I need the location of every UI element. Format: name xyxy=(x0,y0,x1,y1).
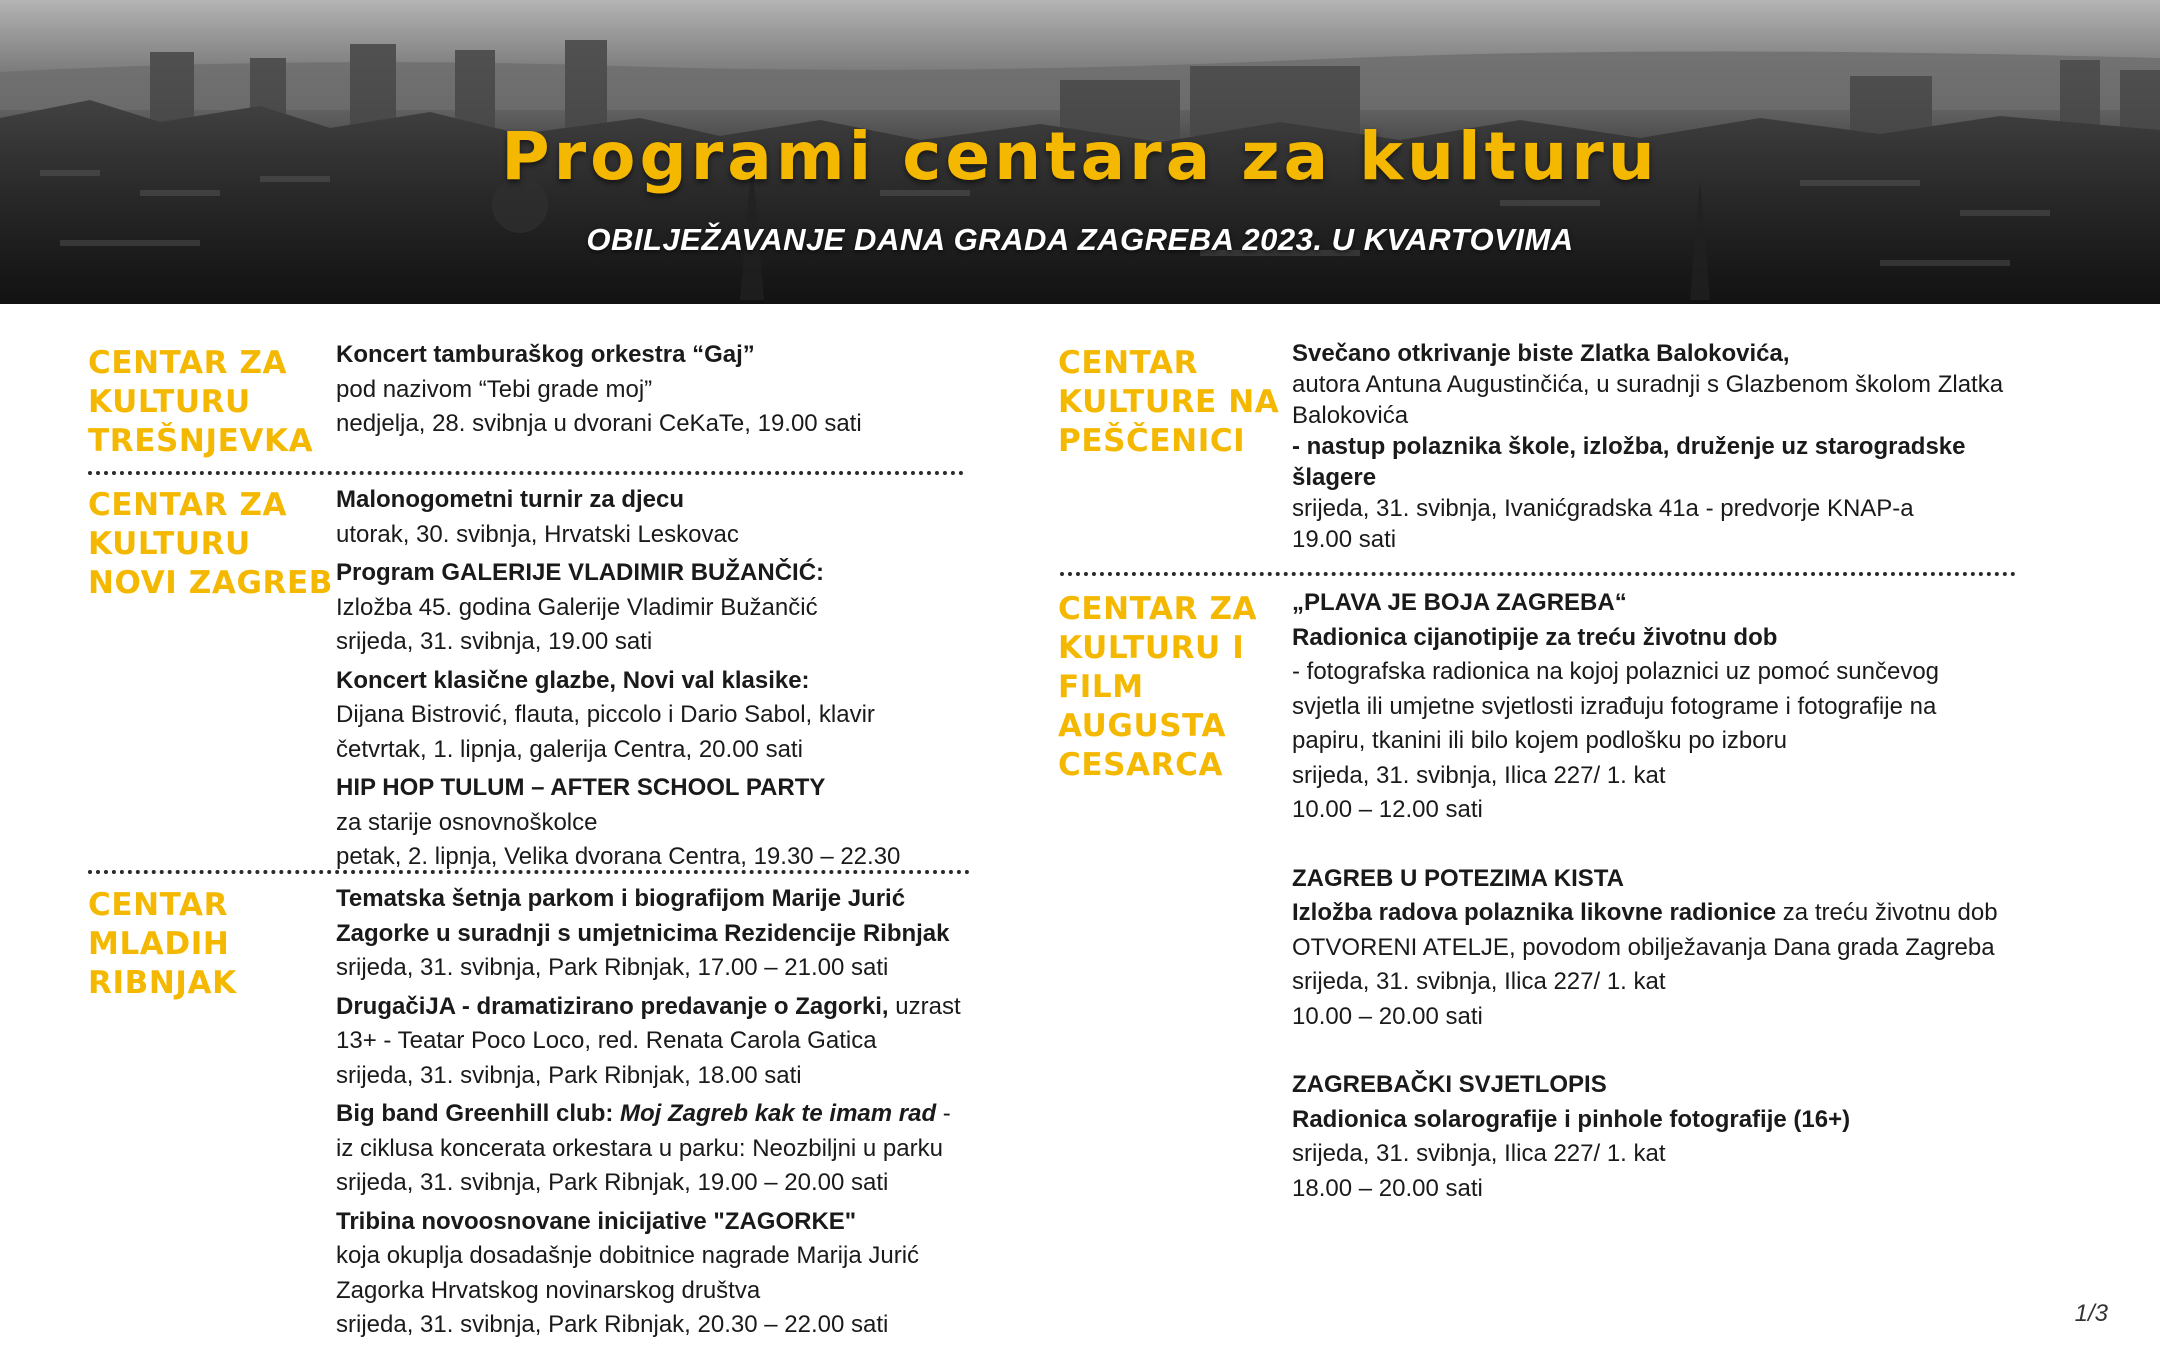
event-detail: 19.00 sati xyxy=(1292,526,1397,553)
event-detail: 18.00 – 20.00 sati xyxy=(1292,1174,1483,1202)
event-detail: srijeda, 31. svibnja, Park Ribnjak, 20.30 – 22.00 sati xyxy=(336,1311,889,1338)
event-detail: srijeda, 31. svibnja, 19.00 sati xyxy=(336,628,653,655)
event-detail: pod nazivom “Tebi grade moj” xyxy=(336,375,653,403)
event-detail: srijeda, 31. svibnja, Park Ribnjak, 17.00 – 21.00 sati xyxy=(336,954,889,981)
event-title-tail: uzrast xyxy=(888,992,961,1020)
events-pescenica xyxy=(1292,338,2112,555)
event-item xyxy=(336,990,1016,1094)
event-detail: nedjelja, 28. svibnja u dvorani CeKaTe, 19.00 sati xyxy=(336,410,862,437)
event-title: ZAGREB U POTEZIMA KISTA xyxy=(1292,864,1624,892)
event-detail: srijeda, 31. svibnja, Ilica 227/ 1. kat xyxy=(1292,1140,1666,1167)
event-title: HIP HOP TULUM – AFTER SCHOOL PARTY xyxy=(336,774,826,801)
event-highlight: šlagere xyxy=(1292,464,1377,491)
event-title: Koncert klasične glazbe, Novi val klasike: xyxy=(336,666,810,694)
event-detail: svjetla ili umjetne svjetlosti izrađuju fotograme i fotografije na xyxy=(1292,692,1937,720)
event-title: Zagorke u suradnji s umjetnicima Rezidencije Ribnjak xyxy=(336,919,950,947)
event-title: Svečano otkrivanje biste Zlatka Balokovića, xyxy=(1292,340,1790,367)
events-augusta-cesarca xyxy=(1292,586,2112,1206)
event-title: DrugačiJA - dramatizirano predavanje o Zagorki, xyxy=(336,992,889,1020)
event-title: Tematska šetnja parkom i biografijom Marije Jurić xyxy=(336,885,906,912)
event-subtitle: Izložba radova polaznika likovne radionice xyxy=(1292,899,1777,926)
event-detail: 10.00 – 12.00 sati xyxy=(1292,796,1483,823)
events-novi-zagreb xyxy=(336,483,976,875)
event-title: Radionica solarografije i pinhole fotografije (16+) xyxy=(1292,1105,1851,1133)
center-label-augusta-cesarca: CENTAR ZA KULTURU I FILM AUGUSTA CESARCA xyxy=(1058,591,1258,783)
event-detail: za starije osnovnoškolce xyxy=(336,808,598,836)
event-item xyxy=(336,882,1016,986)
event-detail: srijeda, 31. svibnja, Ivanićgradska 41a - predvorje KNAP-a xyxy=(1292,495,1914,522)
event-detail: - fotografska radionica na kojoj polaznici uz pomoć sunčevog xyxy=(1292,658,1940,685)
event-highlight: - nastup polaznika škole, izložba, druženje uz starogradske xyxy=(1292,433,1966,460)
event-title: Program GALERIJE VLADIMIR BUŽANČIĆ: xyxy=(336,559,825,586)
event-item xyxy=(1292,586,2112,828)
center-label-ribnjak: CENTAR MLADIH RIBNJAK xyxy=(88,887,237,1001)
event-detail: četvrtak, 1. lipnja, galerija Centra, 20.00 sati xyxy=(336,735,803,763)
event-item xyxy=(1292,338,2112,555)
event-title: Malonogometni turnir za djecu xyxy=(336,486,685,513)
event-detail: koja okuplja dosadašnje dobitnice nagrade Marija Jurić xyxy=(336,1242,920,1269)
center-label-tresnjevka: CENTAR ZA KULTURU TREŠNJEVKA xyxy=(88,345,314,459)
event-detail: Dijana Bistrović, flauta, piccolo i Dario Sabol, klavir xyxy=(336,701,875,728)
event-title: „PLAVA JE BOJA ZAGREBA“ xyxy=(1292,589,1627,616)
event-item xyxy=(1292,1068,2112,1206)
page-title: Programi centara za kulturu xyxy=(501,118,1659,195)
header-banner xyxy=(0,0,2160,304)
event-title-tail: - xyxy=(936,1100,951,1127)
section-divider xyxy=(88,870,970,874)
event-detail: srijeda, 31. svibnja, Park Ribnjak, 19.00 – 20.00 sati xyxy=(336,1169,889,1196)
event-detail: 13+ - Teatar Poco Loco, red. Renata Carola Gatica xyxy=(336,1027,877,1054)
center-label-pescenica: CENTAR KULTURE NA PEŠČENICI xyxy=(1058,345,1280,459)
event-item xyxy=(1292,862,2112,1035)
event-subtitle-tail: za treću životnu dob xyxy=(1776,899,1998,926)
event-detail: srijeda, 31. svibnja, Park Ribnjak, 18.00 sati xyxy=(336,1061,802,1089)
section-divider xyxy=(1060,572,2016,576)
event-item xyxy=(336,771,976,875)
event-item xyxy=(336,1097,1016,1201)
event-detail: petak, 2. lipnja, Velika dvorana Centra, 19.30 – 22.30 xyxy=(336,843,901,870)
event-item xyxy=(336,1205,1016,1343)
section-divider xyxy=(88,471,964,475)
event-detail: iz ciklusa koncerata orkestara u parku: Neozbiljni u parku xyxy=(336,1134,943,1162)
event-detail: OTVORENI ATELJE, povodom obilježavanja Dana grada Zagreba xyxy=(1292,933,1995,961)
event-item xyxy=(336,338,976,442)
event-detail: srijeda, 31. svibnja, Ilica 227/ 1. kat xyxy=(1292,761,1666,789)
event-detail: papiru, tkanini ili bilo kojem podlošku po izboru xyxy=(1292,727,1787,754)
page-number: 1/3 xyxy=(2074,1300,2108,1327)
event-item xyxy=(336,664,976,768)
event-title: Radionica cijanotipije za treću životnu dob xyxy=(1292,623,1778,651)
event-detail: autora Antuna Augustinčića, u suradnji s Glazbenom školom Zlatka xyxy=(1292,371,2004,398)
event-detail: Zagorka Hrvatskog novinarskog društva xyxy=(336,1276,761,1304)
event-detail: srijeda, 31. svibnja, Ilica 227/ 1. kat xyxy=(1292,968,1666,995)
center-label-novi-zagreb: CENTAR ZA KULTURU NOVI ZAGREB xyxy=(88,487,333,601)
event-detail: utorak, 30. svibnja, Hrvatski Leskovac xyxy=(336,520,739,548)
event-title: ZAGREBAČKI SVJETLOPIS xyxy=(1292,1071,1607,1098)
events-ribnjak xyxy=(336,882,1016,1343)
event-item xyxy=(336,483,976,552)
event-title: Tribina novoosnovane inicijative "ZAGORKE" xyxy=(336,1207,857,1235)
event-item xyxy=(336,556,976,660)
event-detail: Balokovića xyxy=(1292,402,1409,429)
events-tresnjevka xyxy=(336,338,976,442)
event-title: Koncert tamburaškog orkestra “Gaj” xyxy=(336,341,755,368)
page-subtitle: OBILJEŽAVANJE DANA GRADA ZAGREBA 2023. U KVARTOVIMA xyxy=(586,222,1574,257)
event-title: Big band Greenhill club: xyxy=(336,1100,614,1127)
event-detail: Izložba 45. godina Galerije Vladimir Bužančić xyxy=(336,593,818,621)
event-title-italic: Moj Zagreb kak te imam rad xyxy=(613,1100,937,1127)
event-detail: 10.00 – 20.00 sati xyxy=(1292,1002,1483,1030)
